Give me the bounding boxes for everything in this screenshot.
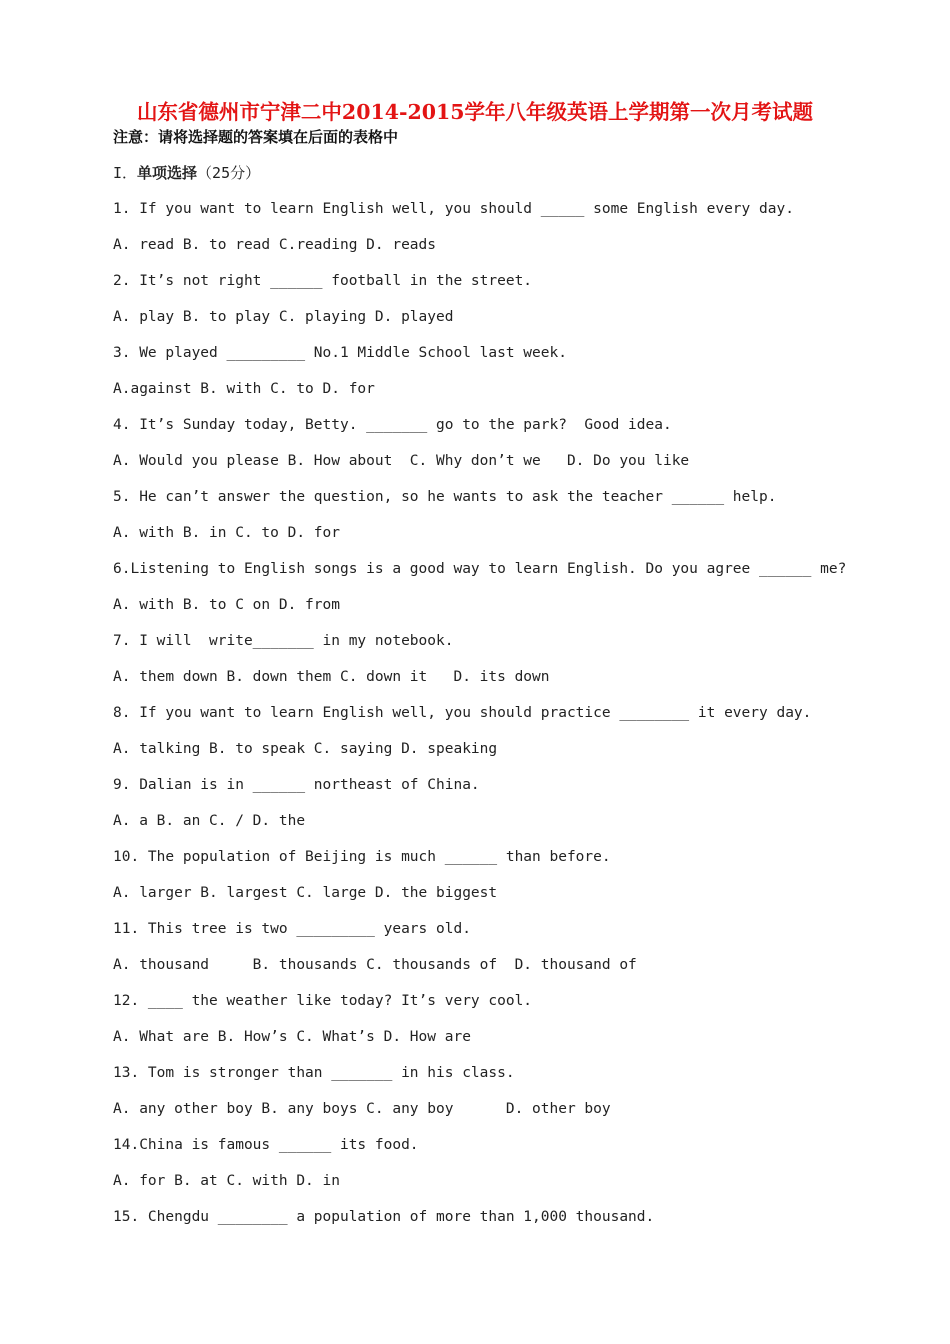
question-9-options: A. a B. an C. / D. the [113, 813, 306, 829]
section-title: 单项选择 [137, 164, 198, 182]
question-8: 8. If you want to learn English well, you should practice ________ it every day. [113, 705, 812, 721]
question-10: 10. The population of Beijing is much ______ than before. [113, 849, 611, 865]
question-13: 13. Tom is stronger than _______ in his class. [113, 1065, 515, 1081]
question-2-options: A. play B. to play C. playing D. played [113, 309, 454, 325]
question-5: 5. He can’t answer the question, so he wants to ask the teacher ______ help. [113, 489, 777, 505]
question-10-options: A. larger B. largest C. large D. the biggest [113, 885, 498, 901]
document-title: 山东省德州市宁津二中2014-2015学年八年级英语上学期第一次月考试题 [136, 100, 814, 124]
question-15: 15. Chengdu ________ a population of more than 1,000 thousand. [113, 1209, 655, 1225]
question-14-options: A. for B. at C. with D. in [113, 1173, 340, 1189]
question-12-options: A. What are B. How’s C. What’s D. How are [113, 1029, 471, 1045]
section-points: （25分） [197, 164, 261, 182]
question-4-options: A. Would you please B. How about C. Why don’t we D. Do you like [113, 453, 690, 469]
question-13-options: A. any other boy B. any boys C. any boy D. other boy [113, 1101, 611, 1117]
section-heading [113, 162, 260, 183]
question-3: 3. We played _________ No.1 Middle School last week. [113, 345, 567, 361]
section-number: I． [113, 164, 138, 182]
question-12: 12. ____ the weather like today? It’s very cool. [113, 993, 533, 1009]
question-4: 4. It’s Sunday today, Betty. _______ go to the park? Good idea. [113, 417, 672, 433]
question-14: 14.China is famous ______ its food. [113, 1137, 419, 1153]
question-11-options: A. thousand B. thousands C. thousands of D. thousand of [113, 957, 637, 973]
question-list [113, 198, 846, 1242]
question-5-options: A. with B. in C. to D. for [113, 525, 340, 541]
question-11: 11. This tree is two _________ years old. [113, 921, 471, 937]
question-8-options: A. talking B. to speak C. saying D. speaking [113, 741, 498, 757]
question-7-options: A. them down B. down them C. down it D. its down [113, 669, 550, 685]
question-6-options: A. with B. to C on D. from [113, 597, 340, 613]
question-3-options: A.against B. with C. to D. for [113, 381, 375, 397]
question-7: 7. I will write_______ in my notebook. [113, 633, 454, 649]
question-9: 9. Dalian is in ______ northeast of China. [113, 777, 480, 793]
question-6: 6.Listening to English songs is a good way to learn English. Do you agree ______ me? [113, 561, 847, 577]
question-1-options: A. read B. to read C.reading D. reads [113, 237, 437, 253]
question-2: 2. It’s not right ______ football in the street. [113, 273, 533, 289]
question-1: 1. If you want to learn English well, you should _____ some English every day. [113, 201, 794, 217]
instruction-note: 注意：请将选择题的答案填在后面的表格中 [113, 128, 399, 146]
